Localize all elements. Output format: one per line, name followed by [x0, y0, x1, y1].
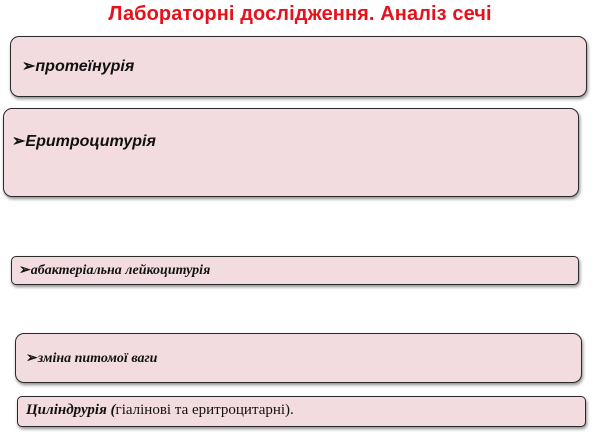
specific-gravity-item [26, 350, 157, 367]
erythrocyturia-box [3, 108, 579, 197]
leukocyturia-item [19, 262, 210, 279]
specific-gravity-text: зміна питомої ваги [37, 351, 158, 366]
cylindruria-plain-text: гіалінові та еритроцитарні). [115, 402, 294, 418]
proteinuria-text: протеїнурія [35, 58, 135, 75]
bullet-arrow-icon: ➢ [26, 351, 38, 366]
leukocyturia-text: абактеріальна лейкоцитурія [30, 263, 211, 278]
slide-title: Лабораторні дослідження. Аналіз сечі [108, 3, 492, 25]
bullet-arrow-icon: ➢ [12, 133, 26, 150]
proteinuria-item [22, 56, 134, 76]
bullet-arrow-icon: ➢ [22, 58, 36, 75]
cylindruria-bold-text: Циліндрурія ( [26, 402, 116, 418]
cylindruria-item [26, 402, 294, 419]
erythrocyturia-item [12, 131, 156, 151]
bullet-arrow-icon: ➢ [19, 263, 31, 278]
erythrocyturia-text: Еритроцитурія [25, 133, 156, 150]
